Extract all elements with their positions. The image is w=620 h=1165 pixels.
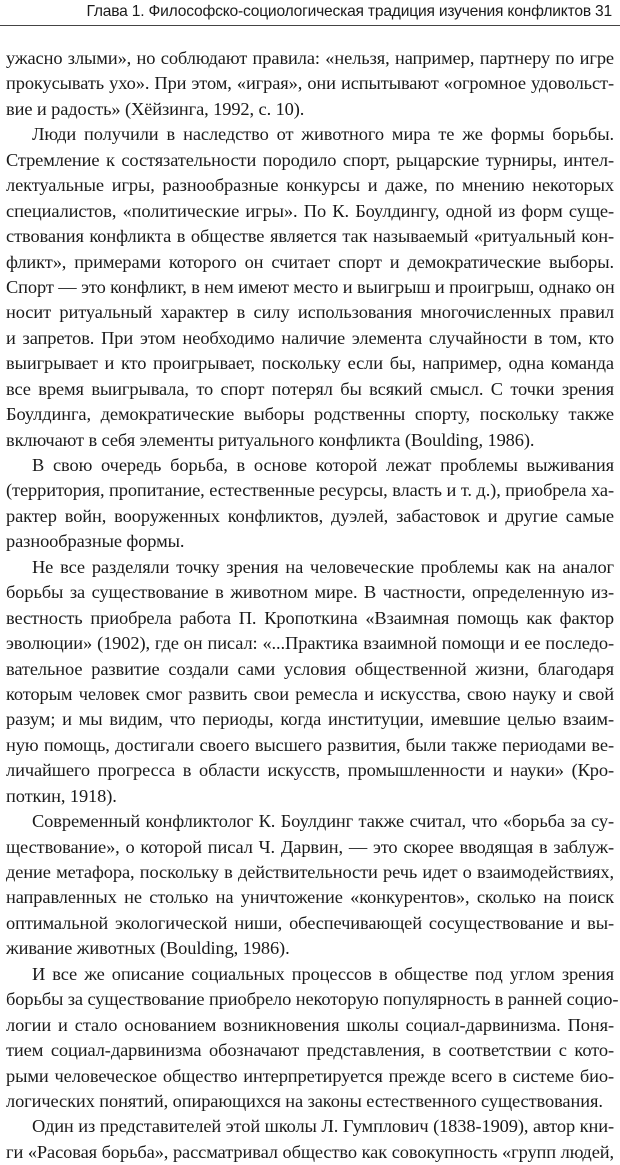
text-line: выигрывает и кто проигрывает, поскольку если бы, например, одна команда xyxy=(6,353,614,374)
text-line: эволюции» (1902), где он писал: «...Практика взаимной помощи и ее последо- xyxy=(6,633,614,654)
body-text xyxy=(6,46,619,1165)
running-header-title: Глава 1. Философско-социологическая традиция изучения конфликтов 31 xyxy=(86,3,612,20)
text-line: оптимальной экологической ниши, обеспечивающей сосуществование и вы- xyxy=(6,912,614,933)
text-line: ную помощь, достигали своего высшего развития, были также периодами ве- xyxy=(6,734,614,755)
text-line: разнообразные формы. xyxy=(6,531,185,552)
text-line: вательное развитие создали сами условия общественной жизни, благодаря xyxy=(6,658,614,679)
text-line: Боулдинга, демократические выборы родственны спорту, поскольку также xyxy=(6,404,614,425)
text-line: разум; и мы видим, что периоды, когда институции, имевшие целью взаим- xyxy=(6,709,614,730)
text-line: дение метафора, поскольку в действительности речь идет о взаимодействиях, xyxy=(6,862,614,882)
text-line: борьбы за существование в животном мире. В частности, определенную из- xyxy=(6,582,614,603)
text-line: (территория, пропитание, естественные ресурсы, власть и т. д.), приобрела ха- xyxy=(6,480,614,501)
text-line: рактер войн, вооруженных конфликтов, дуэлей, забастовок и другие самые xyxy=(6,505,614,526)
text-line: логии и стало основанием возникновения школы социал-дарвинизма. Поня- xyxy=(6,1014,614,1035)
text-line: Один из представителей этой школы Л. Гумплович (1838-1909), автор кни- xyxy=(32,1116,614,1137)
text-line: Люди получили в наследство от животного мира те же формы борьбы. xyxy=(32,124,614,145)
text-line: ги «Расовая борьба», рассматривал общество как совокупность «групп людей, xyxy=(6,1141,614,1162)
text-line: поткин, 1918). xyxy=(6,785,117,806)
text-line: специалистов, «политические игры». По К. Боулдингу, одной из форм суще- xyxy=(6,200,614,221)
text-line: ществование», о которой писал Ч. Дарвин, — это скорее вводящая в заблуж- xyxy=(6,836,614,857)
text-line: ужасно злыми», но соблюдают правила: «нельзя, например, партнеру по игре xyxy=(6,48,614,68)
text-line: фликт», примерами которого он считает спорт и демократические выборы. xyxy=(6,251,614,272)
text-line: И все же описание социальных процессов в обществе под углом зрения xyxy=(32,963,614,984)
text-line: и запретов. При этом необходимо наличие элемента случайности в том, кто xyxy=(6,327,614,348)
text-line: ствования конфликта в обществе является так называемый «ритуальный кон- xyxy=(6,226,614,247)
text-line: носит ритуальный характер в силу использования многочисленных правил xyxy=(6,302,614,323)
text-line: прокусывать ухо». При этом, «играя», они испытывают «огромное удовольст- xyxy=(6,73,614,94)
header-divider xyxy=(0,25,620,26)
text-line: рыми человеческое общество интерпретируется прежде всего в системе био- xyxy=(6,1065,614,1086)
text-line: включают в себя элементы ритуального конфликта (Boulding, 1986). xyxy=(6,429,535,450)
text-line: живание животных (Boulding, 1986). xyxy=(6,938,290,959)
text-line: борьбы за существование приобрело некоторую популярность в ранней социо- xyxy=(6,989,619,1010)
text-line: направленных не столько на уничтожение «конкурентов», сколько на поиск xyxy=(6,887,614,908)
text-line: лектуальные игры, разнообразные конкурсы и даже, по мнению некоторых xyxy=(6,175,614,196)
text-line: вестность приобрела работа П. Кропоткина «Взаимная помощь как фактор xyxy=(6,607,614,628)
text-line: Спорт — это конфликт, в нем имеют место и выигрыш и проигрыш, однако он xyxy=(6,276,615,297)
text-line: логических понятий, опирающихся на законы естественного существования. xyxy=(6,1090,603,1111)
text-line: которым человек смог развить свои ремесла и искусства, свою науку и свой xyxy=(6,683,614,704)
text-line: Стремление к состязательности породило спорт, рыцарские турниры, интел- xyxy=(6,149,614,170)
text-line: Не все разделяли точку зрения на человеческие проблемы как на аналог xyxy=(32,556,614,577)
text-line: В свою очередь борьба, в основе которой лежат проблемы выживания xyxy=(32,455,614,475)
text-line: все время выигрывала, то спорт потерял бы всякий смысл. С точки зрения xyxy=(6,378,614,399)
text-line: личайшего прогресса в области искусств, промышленности и науки» (Кро- xyxy=(6,760,614,781)
text-line: Современный конфликтолог К. Боулдинг также считал, что «борьба за су- xyxy=(32,811,614,832)
running-header xyxy=(0,0,620,27)
text-line: вие и радость» (Хёйзинга, 1992, с. 10). xyxy=(6,98,305,119)
text-line: тием социал-дарвинизма обозначают представления, в соответствии с кото- xyxy=(6,1040,614,1061)
